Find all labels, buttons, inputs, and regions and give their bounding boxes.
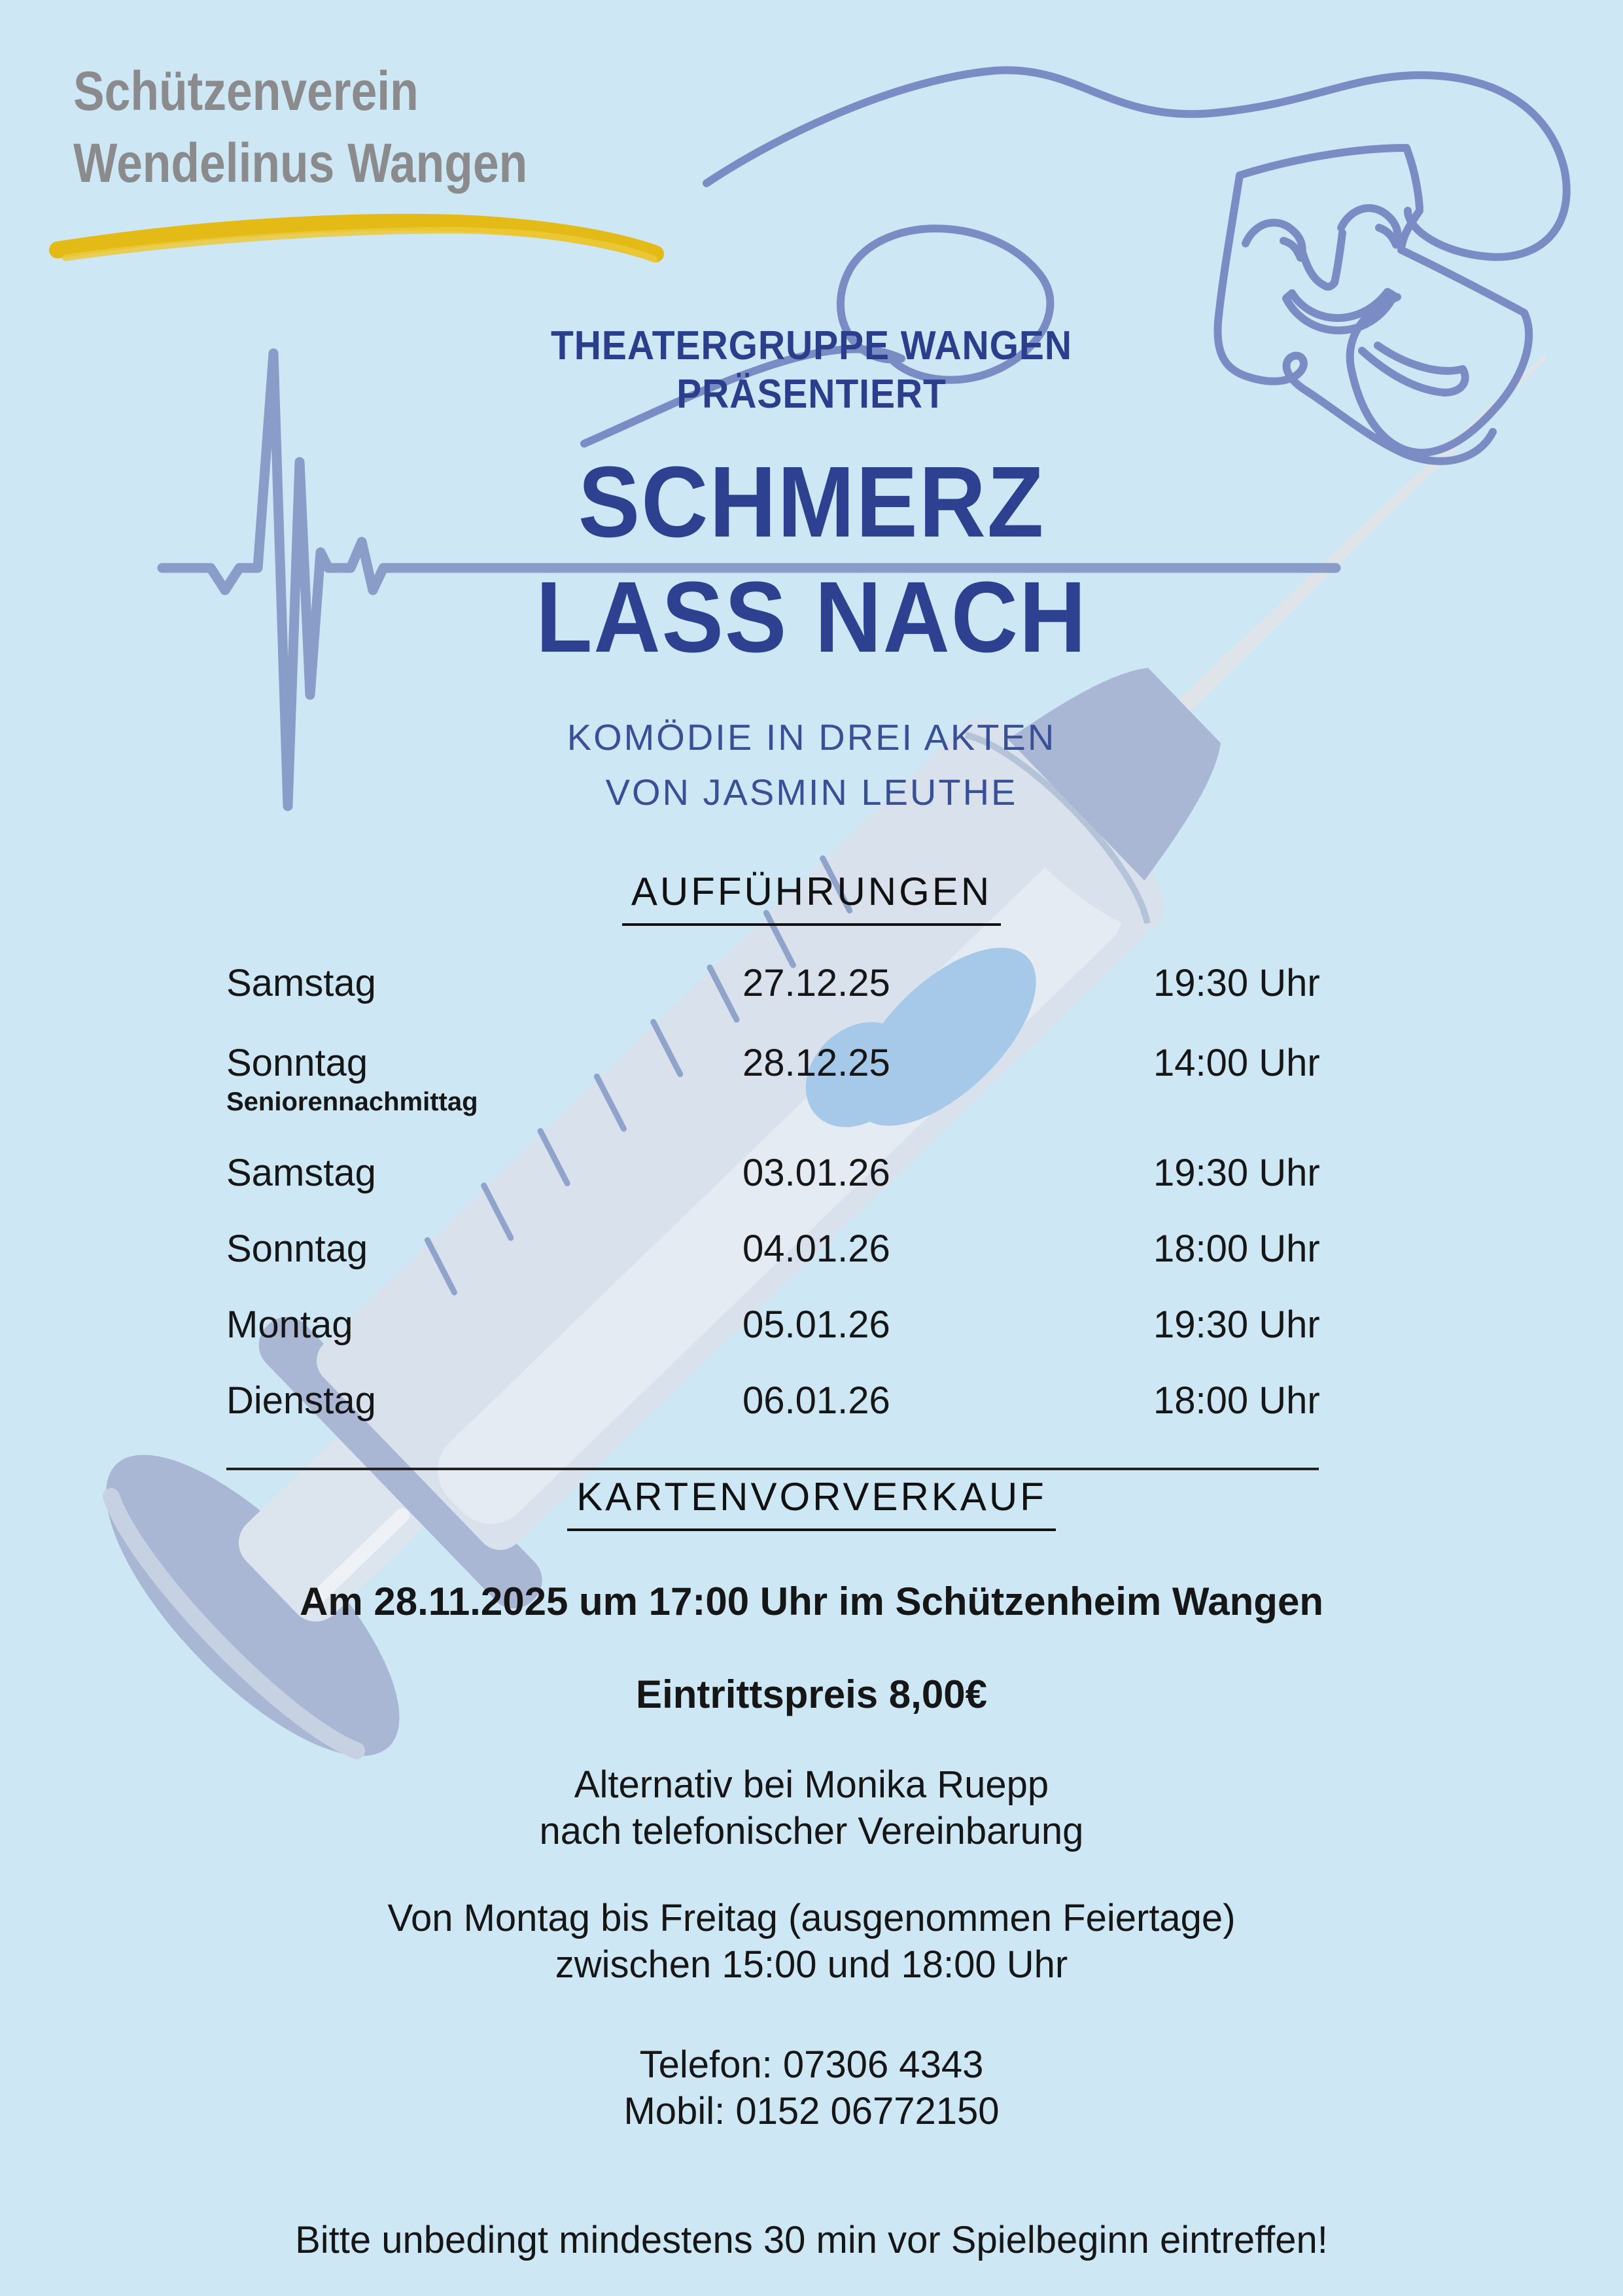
yellow-brush-stroke-icon [58, 222, 655, 259]
play-title-line1: SCHMERZ [578, 446, 1045, 558]
show-day: Montag [226, 1303, 353, 1346]
show-day: Dienstag [226, 1379, 376, 1422]
play-subtitle-line1: KOMÖDIE IN DREI AKTEN [567, 716, 1056, 758]
show-time: 18:00 Uhr [1153, 1227, 1320, 1270]
presale-hours [0, 1895, 1623, 1988]
play-title-line2: LASS NACH [535, 561, 1088, 673]
show-day: Sonntag Seniorennachmittag [226, 1042, 742, 1118]
club-name-line2: Wendelinus Wangen [73, 132, 528, 194]
presale-heading-text: KARTENVORVERKAUF [567, 1477, 1056, 1531]
shows-table [226, 962, 1325, 1455]
show-date: 04.01.26 [742, 1227, 890, 1270]
play-subtitle-line2: VON JASMIN LEUTHE [605, 771, 1018, 813]
show-row [226, 1379, 1325, 1455]
presale-alt-line1: Alternativ bei Monika Ruepp [574, 1763, 1049, 1806]
show-date: 27.12.25 [742, 962, 890, 1004]
show-day: Samstag [226, 1152, 376, 1194]
show-row [226, 1303, 1325, 1379]
show-day: Sonntag [226, 1227, 368, 1270]
club-name-line1: Schützenverein [73, 60, 419, 122]
show-date: 03.01.26 [742, 1152, 890, 1194]
show-date: 28.12.25 [742, 1042, 890, 1084]
show-time: 19:30 Uhr [1153, 1303, 1320, 1346]
presale-event-line: Am 28.11.2025 um 17:00 Uhr im Schützenheim Wangen [300, 1580, 1323, 1623]
section-divider [226, 1468, 1319, 1470]
club-name [73, 55, 527, 199]
show-row [226, 1152, 1325, 1227]
show-row [226, 1227, 1325, 1303]
presenter [65, 322, 1558, 419]
shows-heading-text: AUFFÜHRUNGEN [622, 872, 1001, 926]
presenter-line1: THEATERGRUPPE WANGEN [551, 323, 1072, 368]
show-row [226, 962, 1325, 1042]
show-time: 18:00 Uhr [1153, 1379, 1320, 1422]
show-row [226, 1042, 1325, 1152]
presale-heading [0, 1477, 1623, 1531]
show-date: 05.01.26 [742, 1303, 890, 1346]
presale-contact [0, 2041, 1623, 2134]
play-subtitle [0, 710, 1623, 820]
presale-alternative [0, 1761, 1623, 1854]
show-date: 06.01.26 [742, 1379, 890, 1422]
show-time: 19:30 Uhr [1153, 1152, 1320, 1194]
shows-heading [0, 872, 1623, 926]
footer-note: Bitte unbedingt mindestens 30 min vor Spielbeginn eintreffen! [295, 2219, 1328, 2261]
presale-hours-line2: zwischen 15:00 und 18:00 Uhr [555, 1943, 1068, 1986]
show-day: Samstag [226, 962, 376, 1004]
show-day-note: Seniorennachmittag [226, 1087, 478, 1116]
presale-mobile-line: Mobil: 0152 06772150 [623, 2090, 1000, 2132]
presale-hours-line1: Von Montag bis Freitag (ausgenommen Feiertage) [387, 1897, 1236, 1939]
presale-price-line: Eintrittspreis 8,00€ [636, 1672, 987, 1716]
show-time: 14:00 Uhr [1153, 1042, 1320, 1084]
presale-phone-line: Telefon: 07306 4343 [639, 2043, 984, 2086]
presale-alt-line2: nach telefonischer Vereinbarung [539, 1810, 1084, 1852]
presenter-line2: PRÄSENTIERT [676, 372, 947, 417]
show-time: 19:30 Uhr [1153, 962, 1320, 1004]
